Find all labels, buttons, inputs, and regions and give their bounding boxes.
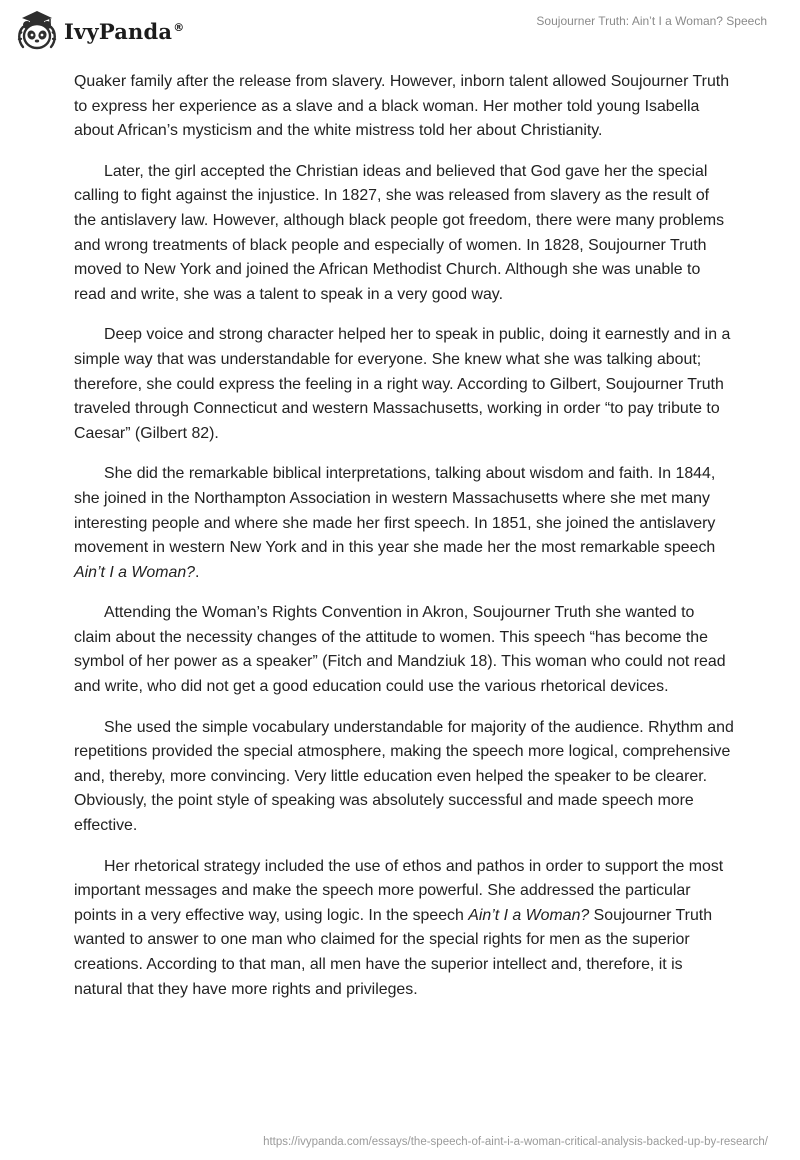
paragraph xyxy=(74,855,734,1003)
speech-title-italic: Ain’t I a Woman? xyxy=(74,563,195,581)
document-title: Soujourner Truth: Ain’t I a Woman? Speech xyxy=(536,14,767,28)
paragraph xyxy=(74,462,734,585)
paragraph-text: . xyxy=(195,563,200,581)
registered-mark: ® xyxy=(173,20,185,34)
paragraph: She used the simple vocabulary understandable for majority of the audience. Rhythm and repetitions provided the special atmosphere, making the speech more logical, comprehensive and, thereby, more convincing. Very little education even helped the speaker to be clearer. Obviously, the point style of speaking was absolutely successful and made speech more effective. xyxy=(74,718,734,835)
paragraph: Quaker family after the release from slavery. However, inborn talent allowed Soujourner Truth to express her experience as a slave and a black woman. Her mother told young Isabella about African’s mysticism and the white mistress told her about Christianity. xyxy=(74,73,730,140)
speech-title-italic: Ain’t I a Woman? xyxy=(468,906,590,924)
page-header xyxy=(0,0,800,62)
source-url-link[interactable]: https://ivypanda.com/essays/the-speech-of-aint-i-a-woman-critical-analysis-backed-up-by-research/ xyxy=(263,1136,768,1148)
paragraph-text: Soujourner Truth wanted to answer to one man who claimed for the special rights for men as the superior creations. According to that man, all men have the superior intellect and, therefore, it is natural that they have more rights and privileges. xyxy=(74,906,713,998)
essay-body xyxy=(74,70,734,1018)
paragraph: Later, the girl accepted the Christian ideas and believed that God gave her the special calling to fight against the injustice. In 1827, she was released from slavery as the result of the antislavery law. However, although black people got freedom, there were many problems and wrong treatments of black people and especially of women. In 1828, Soujourner Truth moved to New York and joined the African Methodist Church. Although she was unable to read and write, she was a talent to speak in a very good way. xyxy=(74,162,725,303)
paragraph: Attending the Woman’s Rights Convention in Akron, Soujourner Truth she wanted to claim about the necessity changes of the attitude to women. This speech “has become the symbol of her power as a speaker” (Fitch and Mandziuk 18). This woman who could not read and write, who did not get a good education could use the various rhetorical devices. xyxy=(74,604,726,696)
brand-name: IvyPanda® xyxy=(64,18,185,44)
ivypanda-logo[interactable] xyxy=(14,8,184,54)
paragraph-text: She did the remarkable biblical interpretations, talking about wisdom and faith. In 1844, she joined in the Northampton Association in western Massachusetts where she met many interesting people and where she made her first speech. In 1851, she joined the antislavery movement in western New York and in this year she made her the most remarkable speech xyxy=(74,465,716,557)
paragraph-text: Her rhetorical strategy included the use of ethos and pathos in order to support the most important messages and make the speech more powerful. She addressed the particular points in a very effective way, using logic. In the speech xyxy=(74,857,724,924)
panda-graduate-icon xyxy=(14,8,60,54)
paragraph: Deep voice and strong character helped her to speak in public, doing it earnestly and in a simple way that was understandable for everyone. She knew what she was talking about; therefore, she could express the feeling in a right way. According to Gilbert, Soujourner Truth traveled through Connecticut and western Massachusetts, working in order “to pay tribute to Caesar” (Gilbert 82). xyxy=(74,326,731,442)
